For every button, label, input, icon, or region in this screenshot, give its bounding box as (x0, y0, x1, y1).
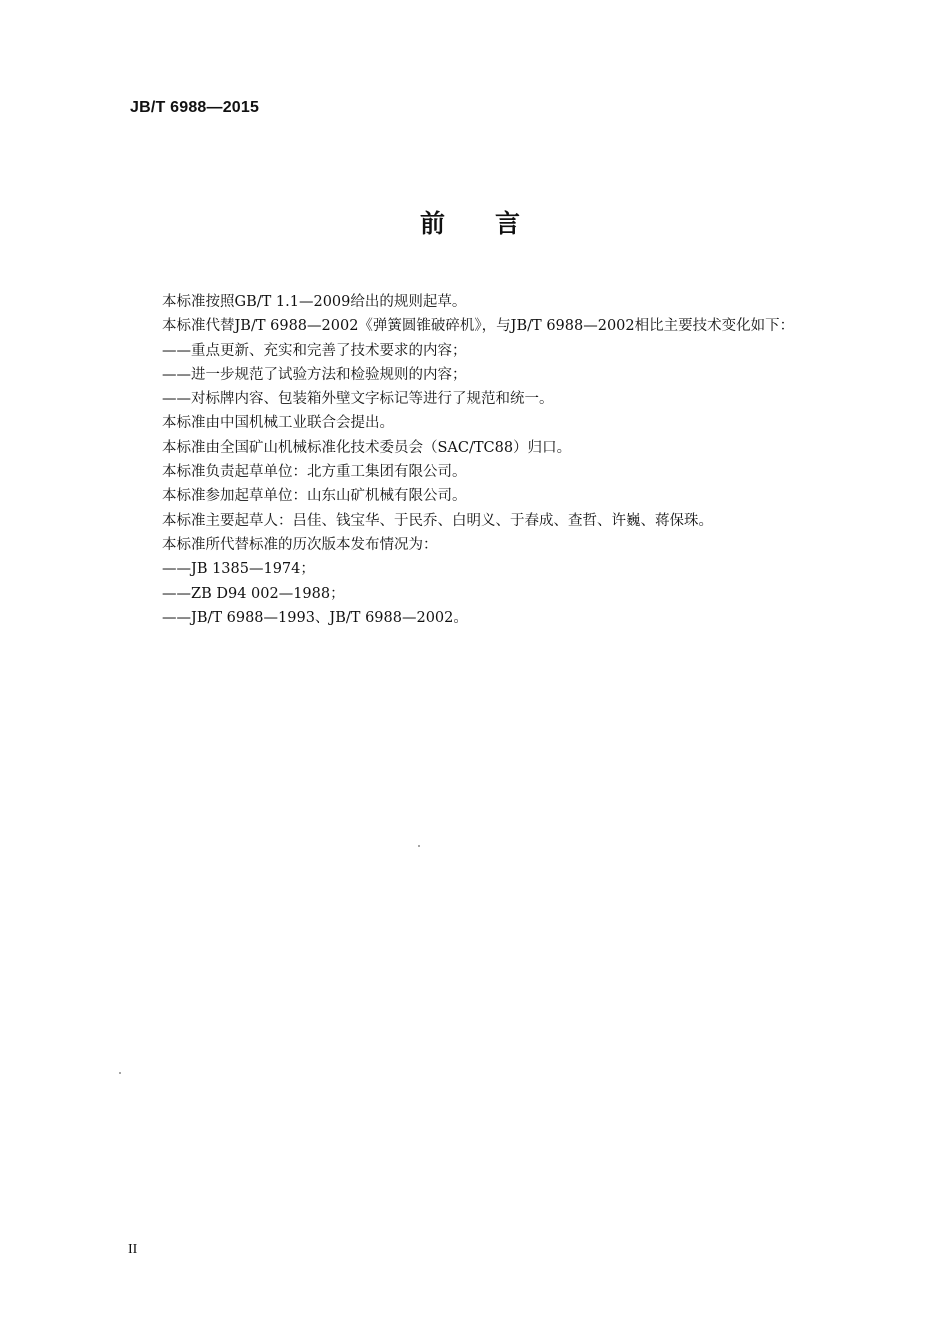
paragraph: 本标准主要起草人：吕佳、钱宝华、于民乔、白明义、于春成、查哲、许巍、蒋保珠。 (162, 512, 713, 529)
list-item: ——重点更新、充实和完善了技术要求的内容； (162, 342, 467, 359)
paragraph: 本标准由中国机械工业联合会提出。 (162, 415, 394, 432)
foreword-body (162, 290, 842, 630)
page-number: II (128, 1242, 138, 1257)
paragraph: 本标准参加起草单位：山东山矿机械有限公司。 (162, 488, 467, 505)
paragraph: 本标准按照GB/T 1.1—2009给出的规则起草。 (162, 294, 467, 310)
title-char: 前 (419, 209, 495, 238)
list-item: ——ZB D94 002—1988； (162, 585, 345, 602)
title-char: 言 (495, 209, 571, 238)
scan-speck (418, 845, 420, 847)
scan-speck (119, 1072, 121, 1074)
standard-code: JB/T 6988—2015 (130, 99, 260, 116)
list-item: ——JB/T 6988—1993、JB/T 6988—2002。 (162, 609, 468, 626)
paragraph: 本标准负责起草单位：北方重工集团有限公司。 (162, 464, 467, 481)
paragraph: 本标准由全国矿山机械标准化技术委员会（SAC/TC88）归口。 (162, 439, 572, 456)
list-item: ——对标牌内容、包装箱外壁文字标记等进行了规范和统一。 (162, 391, 554, 408)
page-title (0, 204, 950, 240)
paragraph: 本标准所代替标准的历次版本发布情况为： (162, 536, 438, 553)
paragraph: 本标准代替JB/T 6988—2002《弹簧圆锥破碎机》，与JB/T 6988—2002相比主要技术变化如下： (162, 318, 795, 335)
list-item: ——进一步规范了试验方法和检验规则的内容； (162, 366, 467, 383)
list-item: ——JB 1385—1974； (162, 561, 315, 578)
